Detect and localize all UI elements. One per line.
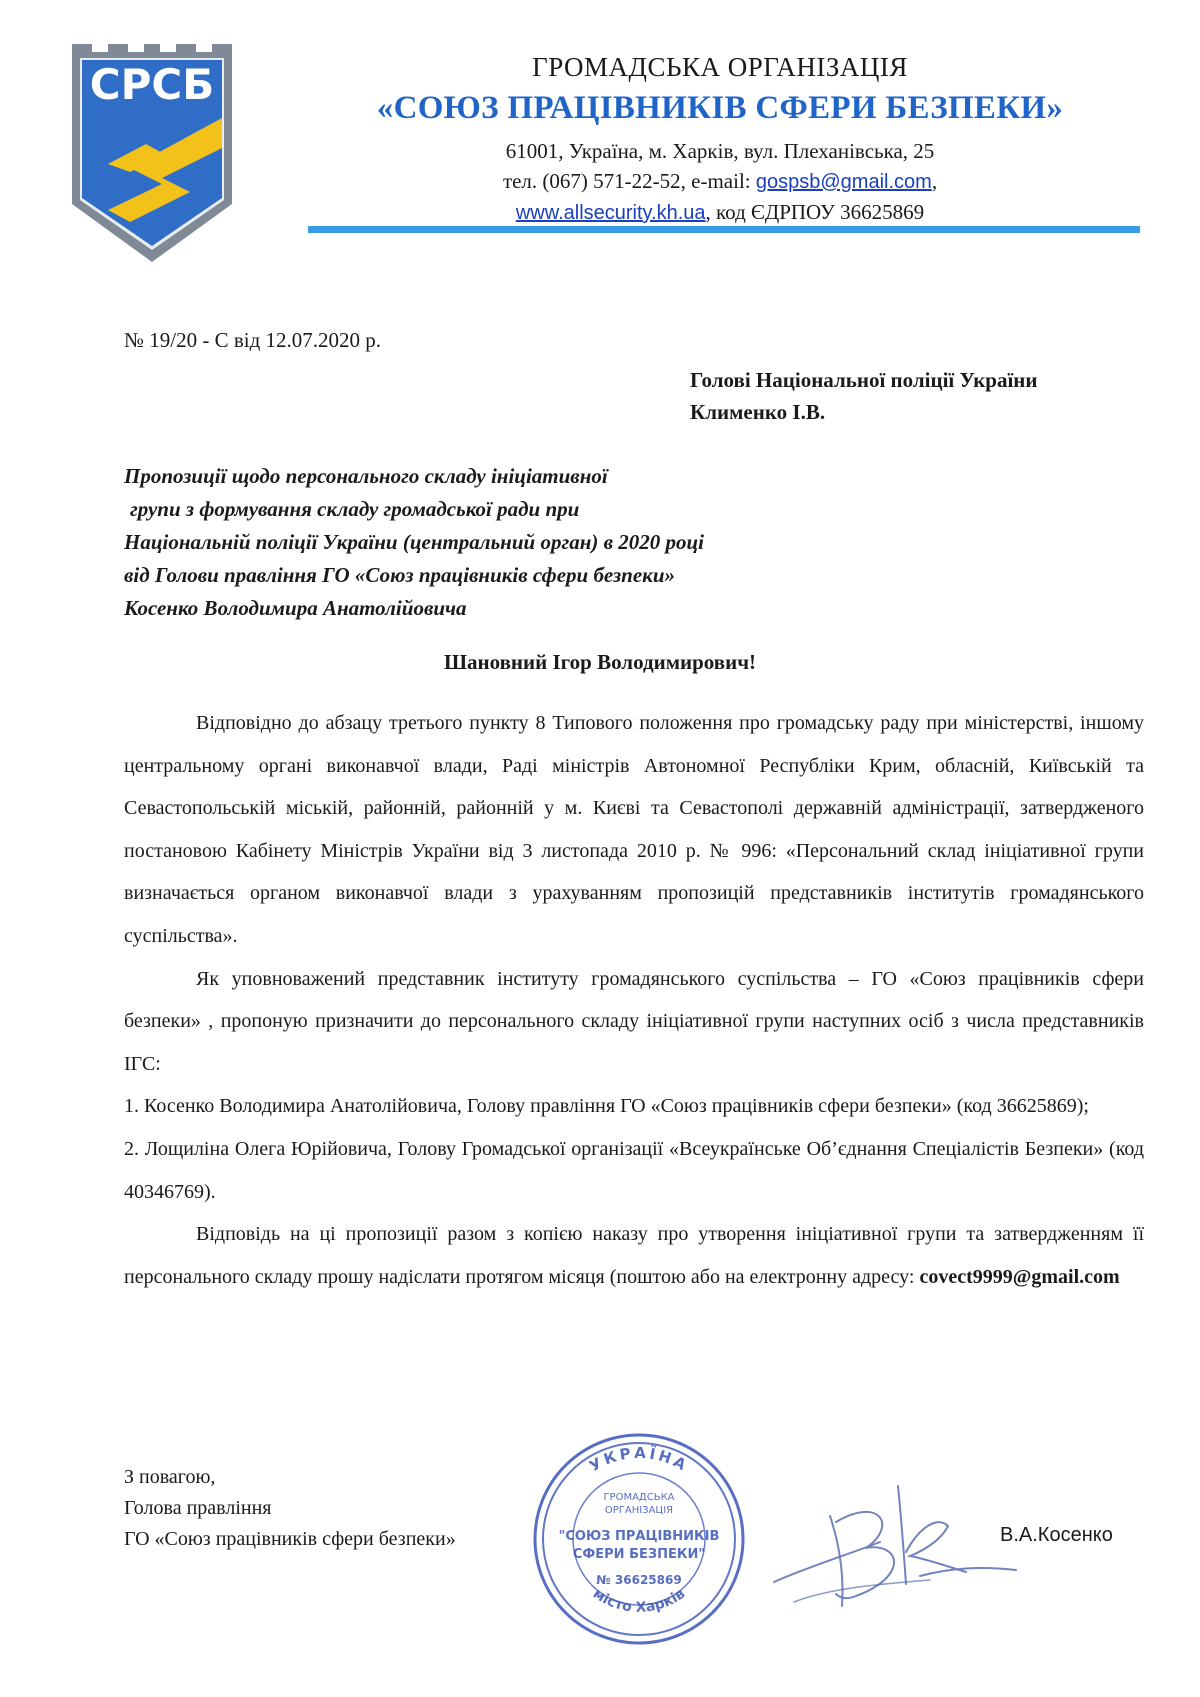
subject-line: Пропозиції щодо персонального складу ініціативної bbox=[124, 464, 608, 488]
paragraph-3-text: Відповідь на ці пропозиції разом з копією наказу про утворення ініціативної групи та затвердженням її персонального складу прошу надіслати протягом місяця (поштою або на електронну адресу: bbox=[124, 1223, 1144, 1288]
svg-text:СРСБ: СРСБ bbox=[89, 60, 215, 109]
stamp-inner-2: ОРГАНІЗАЦІЯ bbox=[604, 1505, 674, 1516]
greeting: Шановний Ігор Володимирович! bbox=[443, 650, 757, 674]
header-divider bbox=[308, 226, 1140, 233]
org-web-line bbox=[300, 197, 1140, 228]
addressee-name: Клименко І.В. bbox=[690, 400, 826, 424]
signer-name: В.А.Косенко bbox=[1000, 1524, 1113, 1546]
email-link[interactable]: gospsb@gmail.com bbox=[755, 171, 932, 193]
body-paragraph-3 bbox=[124, 1213, 1144, 1298]
letter-number: № 19/20 - С від 12.07.2020 р. bbox=[124, 328, 382, 352]
stamp-name-2: СФЕРИ БЕЗПЕКИ" bbox=[572, 1547, 706, 1562]
org-name: «СОЮЗ ПРАЦІВНИКІВ СФЕРИ БЕЗПЕКИ» bbox=[376, 90, 1064, 126]
org-phone: тел. (067) 571-22-52, e-mail: bbox=[502, 169, 751, 193]
org-address: 61001, Україна, м. Харків, вул. Плеханівська, 25 bbox=[505, 139, 935, 163]
stamp-top-text: УКРАЇНА bbox=[586, 1443, 692, 1476]
closing-position: Голова правління bbox=[124, 1497, 272, 1519]
org-phone-line bbox=[300, 166, 1140, 197]
subject-line: від Голови правління ГО «Союз працівників сфери безпеки» bbox=[124, 563, 675, 587]
org-edrpou: , код ЄДРПОУ 36625869 bbox=[705, 200, 925, 224]
srsb-logo bbox=[72, 44, 232, 262]
stamp-bottom-text: місто Харків bbox=[589, 1585, 689, 1616]
official-stamp bbox=[528, 1428, 750, 1650]
letter-subject bbox=[124, 460, 704, 625]
website-link[interactable]: www.allsecurity.kh.ua bbox=[515, 202, 706, 224]
body-paragraph-1: Відповідно до абзацу третього пункту 8 Типового положення про громадську раду при міністерстві, іншому центральному органі виконавчої влади, Раді міністрів Автономної Республіки Крим, обласній, Київській та Севастопольській міській, районній, районній у м. Києві та Севастополі державній адміністрації, затвердженого постановою Кабінету Міністрів України від 3 листопада 2010 р. № 996: «Персональний склад ініціативної групи визначається органом виконавчої влади з урахуванням пропозицій представників інститутів громадянського суспільства». bbox=[124, 712, 1144, 947]
reply-email[interactable]: covect9999@gmail.com bbox=[919, 1265, 1120, 1288]
closing-regards: З повагою, bbox=[124, 1466, 216, 1488]
handwritten-signature bbox=[770, 1456, 1020, 1616]
proposal-item-1: 1. Косенко Володимира Анатолійовича, Голову правління ГО «Союз працівників сфери безпеки» (код 36625869); bbox=[124, 1095, 1089, 1118]
stamp-code: № 36625869 bbox=[596, 1573, 682, 1587]
addressee bbox=[690, 364, 1038, 428]
stamp-name-1: "СОЮЗ ПРАЦІВНИКІВ bbox=[558, 1529, 720, 1544]
subject-line: Національній поліції України (центральний орган) в 2020 році bbox=[124, 530, 705, 554]
body-paragraph-2: Як уповноважений представник інституту громадянського суспільства – ГО «Союз працівників сфери безпеки» , пропоную призначити до персонального складу ініціативної групи наступних осіб з числа представників ІГС: bbox=[124, 967, 1144, 1075]
org-type: ГРОМАДСЬКА ОРГАНІЗАЦІЯ bbox=[532, 52, 908, 82]
comma: , bbox=[931, 169, 938, 193]
closing-org: ГО «Союз працівників сфери безпеки» bbox=[124, 1528, 456, 1550]
stamp-inner-1: ГРОМАДСЬКА bbox=[603, 1492, 675, 1503]
proposal-item-2: 2. Лощиліна Олега Юрійовича, Голову Громадської організації «Всеукраїнське Об’єднання Спеціалістів Безпеки» (код 40346769). bbox=[124, 1137, 1144, 1203]
org-contacts bbox=[300, 136, 1140, 228]
svg-text:місто Харків bbox=[590, 1586, 688, 1616]
letter-body bbox=[124, 702, 1144, 1298]
subject-line: групи з формування складу громадської ради при bbox=[130, 497, 580, 521]
closing bbox=[124, 1462, 456, 1555]
subject-line: Косенко Володимира Анатолійовича bbox=[124, 596, 467, 620]
svg-text:УКРАЇНА bbox=[586, 1444, 692, 1476]
addressee-title: Голові Національної поліції України bbox=[690, 368, 1038, 392]
